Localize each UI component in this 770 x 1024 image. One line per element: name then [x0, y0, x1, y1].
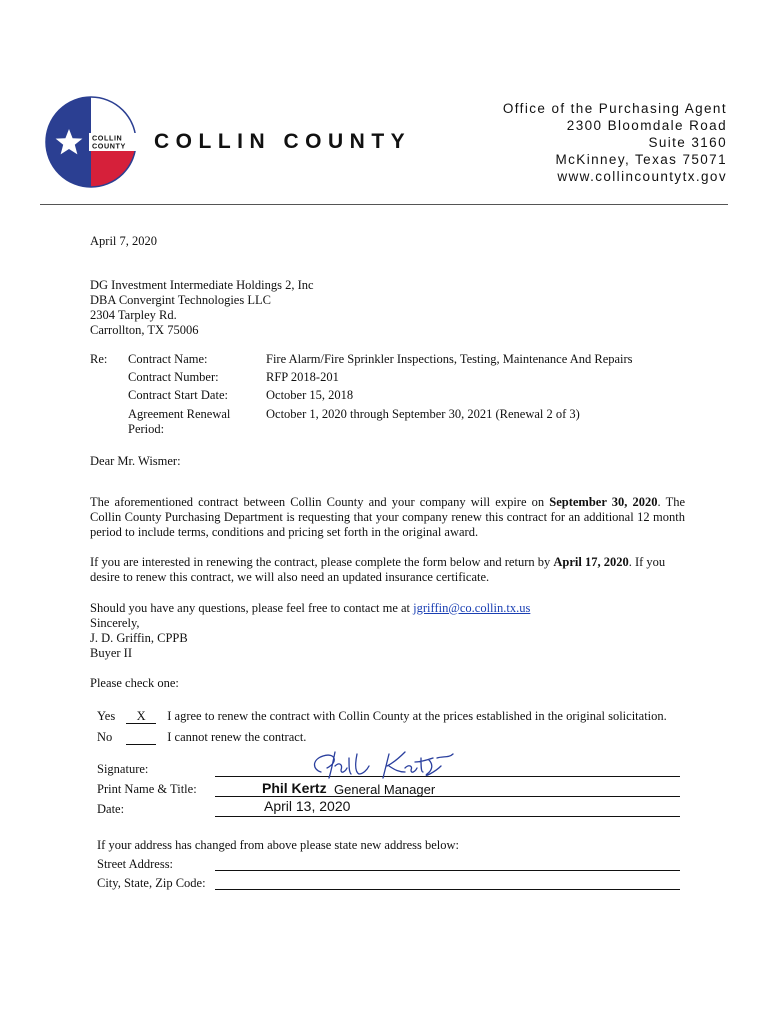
svg-text:COUNTY: COUNTY [92, 141, 126, 151]
re-field-value: October 1, 2020 through September 30, 2021 (Renewal 2 of 3) [266, 407, 580, 421]
print-name-value: Phil Kertz [262, 780, 327, 796]
signer-title: Buyer II [90, 646, 132, 660]
signer-name: J. D. Griffin, CPPB [90, 631, 188, 645]
buyer-email-link[interactable]: jgriffin@co.collin.tx.us [413, 600, 531, 615]
option-yes-label: Yes [97, 709, 116, 723]
text-run: . The Collin County Purchasing Department is requesting that your company renew this contract for an additional 12 month period to include terms, conditions and pricing set forth in the original award. [90, 494, 686, 539]
re-field-label: Contract Number: [128, 370, 219, 384]
check-prompt: Please check one: [90, 676, 179, 690]
city-state-zip-label: City, State, Zip Code: [97, 876, 206, 890]
purchasing-office-address [503, 100, 727, 185]
recipient-line: DBA Convergint Technologies LLC [90, 293, 271, 307]
option-yes-checkbox[interactable]: X [126, 709, 156, 724]
header-divider [40, 204, 728, 205]
return-by-date: April 17, 2020 [553, 554, 629, 569]
address-line: 2300 Bloomdale Road [566, 118, 727, 133]
option-no-label: No [97, 730, 113, 744]
option-no-row [97, 730, 306, 745]
print-title-value: General Manager [334, 782, 436, 797]
re-field-label: Agreement Renewal [128, 407, 231, 421]
re-field-value: RFP 2018-201 [266, 370, 339, 384]
option-no-text: I cannot renew the contract. [167, 730, 307, 744]
street-address-label: Street Address: [97, 857, 174, 871]
street-address-field[interactable] [215, 870, 680, 871]
address-line: McKinney, Texas 75071 [555, 152, 727, 167]
recipient-line: 2304 Tarpley Rd. [90, 308, 177, 322]
date-label: Date: [97, 802, 125, 816]
address-website: www.collincountytx.gov [557, 169, 727, 184]
re-field-label: Contract Name: [128, 352, 208, 366]
recipient-line: DG Investment Intermediate Holdings 2, Inc [90, 278, 314, 292]
date-field[interactable] [215, 816, 680, 817]
address-line: Office of the Purchasing Agent [502, 101, 727, 116]
handwritten-signature [305, 748, 465, 784]
re-label: Re: [90, 352, 108, 366]
re-field-label: Contract Start Date: [128, 388, 228, 402]
print-name-label: Print Name & Title: [97, 782, 197, 796]
text-run: Should you have any questions, please feel free to contact me at [90, 600, 414, 615]
text-run: . If you desire to renew this contract, we will also need an updated insurance certificate. [90, 554, 666, 584]
re-field-value: October 15, 2018 [266, 388, 354, 402]
paragraph-contact [90, 601, 530, 616]
option-no-checkbox[interactable] [126, 730, 156, 745]
option-yes-text: I agree to renew the contract with Collin County at the prices established in the original solicitation. [167, 709, 667, 723]
org-name: COLLIN COUNTY [154, 130, 412, 153]
re-field-value: Fire Alarm/Fire Sprinkler Inspections, Testing, Maintenance And Repairs [266, 352, 633, 366]
date-value: April 13, 2020 [264, 798, 351, 814]
closing-block [90, 616, 188, 661]
paragraph-expiration [90, 495, 685, 540]
letter-date: April 7, 2020 [90, 234, 158, 248]
signature-label: Signature: [97, 762, 149, 776]
text-run: The aforementioned contract between Collin County and your company will expire on [90, 494, 550, 509]
text-run: If you are interested in renewing the contract, please complete the form below and return by [90, 554, 554, 569]
salutation: Dear Mr. Wismer: [90, 454, 181, 468]
address-change-prompt: If your address has changed from above please state new address below: [97, 838, 460, 852]
option-yes-row [97, 709, 667, 724]
recipient-address [90, 278, 314, 338]
paragraph-return-by [90, 555, 685, 585]
print-name-field[interactable] [215, 796, 680, 797]
city-state-zip-field[interactable] [215, 889, 680, 890]
svg-text:COLLIN: COLLIN [92, 133, 123, 143]
re-field-label-cont: Period: [128, 422, 165, 436]
closing-line: Sincerely, [90, 616, 140, 630]
recipient-line: Carrollton, TX 75006 [90, 323, 199, 337]
collin-county-seal-logo [44, 95, 138, 189]
expiration-date: September 30, 2020 [549, 494, 658, 509]
address-line: Suite 3160 [648, 135, 727, 150]
